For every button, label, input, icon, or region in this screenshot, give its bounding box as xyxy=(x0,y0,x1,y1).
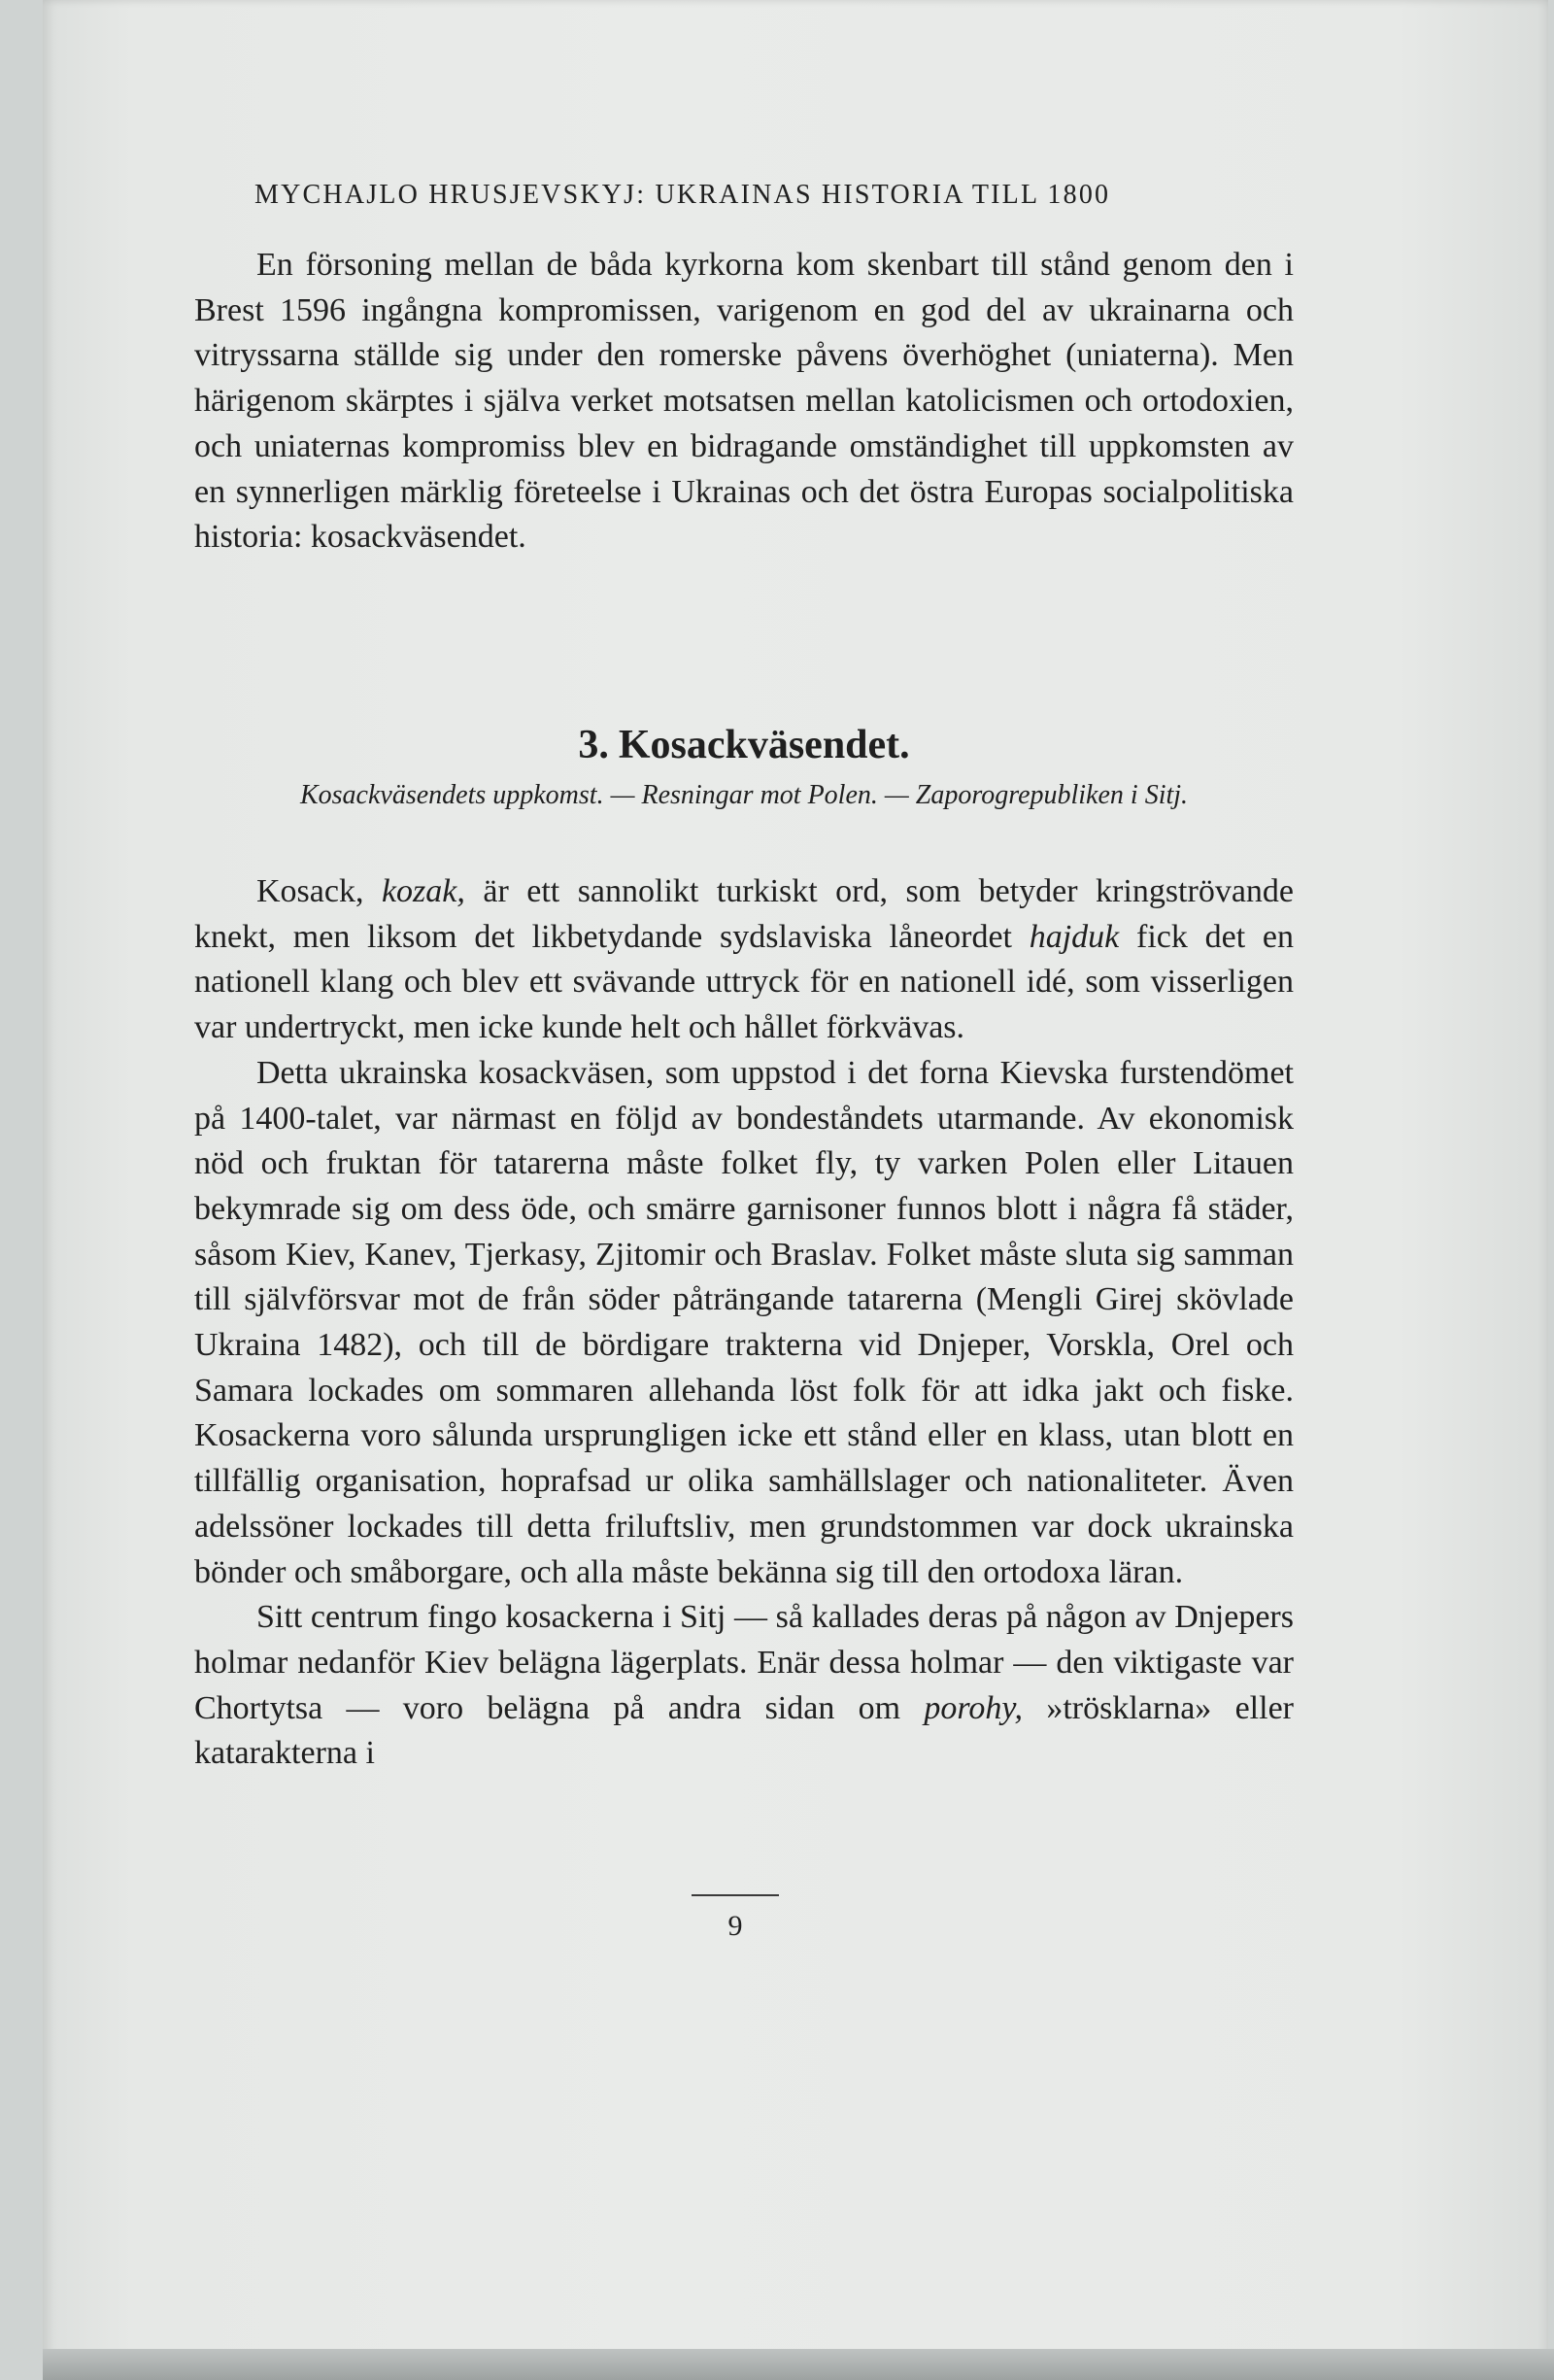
paragraph-1-text-c: fick det en nationell klang och blev ett svävande uttryck för en nationell idé, som visserligen var undertryckt, men icke kunde helt och hållet förkvävas. xyxy=(194,918,1294,1046)
paragraph-3-text-a: Sitt centrum fingo kosackerna i Sitj — så kallades deras på någon av Dnjepers holmar nedanför Kiev belägna lägerplats. Enär dessa holmar — den viktigaste var Chortytsa — voro belägna på andra sidan om xyxy=(194,1599,1294,1726)
paragraph-3-text-b: »trösklarna» eller katarakterna i xyxy=(194,1689,1294,1772)
section-summary: Kosackväsendets uppkomst. — Resningar mot Polen. — Zaporogrepubliken i Sitj. xyxy=(299,780,1189,810)
term-porohy: porohy, xyxy=(924,1689,1024,1726)
page-number: 9 xyxy=(727,1910,743,1942)
paragraph-1-text-b: är ett sannolikt turkiskt ord, som betyder kringströvande knekt, men liksom det likbetydande sydslaviska låneordet xyxy=(194,873,1295,955)
section-title: Kosackväsendet. xyxy=(618,723,910,767)
page-bottom-edge xyxy=(43,2349,1554,2380)
intro-paragraph: En försoning mellan de båda kyrkorna kom skenbart till stånd genom den i Brest 1596 ingångna kompromissen, varigenom en god del av ukrainarna och vitryssarna ställde sig under den romerske påvens överhöghet (uniaterna). Men härigenom skärptes i själva verket motsatsen mellan katolicismen och ortodoxien, och uniaternas kompromiss blev en bidragande omständighet till uppkomsten av en synnerligen märklig företeelse i Ukrainas och det östra Europas socialpolitiska historia: kosackväsendet. xyxy=(194,247,1294,556)
term-kozak: kozak, xyxy=(381,873,465,909)
term-hajduk: hajduk xyxy=(1029,918,1120,955)
section-number: 3. xyxy=(578,723,609,767)
section-paragraph-3 xyxy=(194,1595,1294,1777)
section-text-block xyxy=(194,869,1294,1777)
paragraph-1-text-a: Kosack, xyxy=(256,873,382,909)
section-paragraph-1 xyxy=(194,869,1294,1051)
section-heading xyxy=(194,722,1294,768)
running-head: MYCHAJLO HRUSJEVSKYJ: UKRAINAS HISTORIA TILL 1800 xyxy=(254,180,1111,210)
section-paragraph-2: Detta ukrainska kosackväsen, som uppstod i det forna Kievska furstendömet på 1400-talet, var närmast en följd av bondeståndets utarmande. Av ekonomisk nöd och fruktan för tatarerna måste folket fly, ty varken Polen eller Litauen bekymrade sig om dess öde, och smärre garnisoner funnos blott i några få städer, såsom Kiev, Kanev, Tjerkasy, Zjitomir och Braslav. Folket måste sluta sig samman till självförsvar mot de från söder påträngande tatarerna (Mengli Girej skövlade Ukraina 1482), och till de bördigare trakterna vid Dnjeper, Vorskla, Orel och Samara lockades om sommaren allehanda löst folk för att idka jakt och fiske. Kosackerna voro sålunda ursprungligen icke ett stånd eller en klass, utan blott en tillfällig organisation, hoprafsad ur olika samhällslager och nationaliteter. Även adelssöner lockades till detta friluftsliv, men grundstommen var dock ukrainska bönder och småborgare, och alla måste bekänna sig till den ortodoxa läran. xyxy=(194,1054,1294,1590)
page-number-rule xyxy=(692,1894,779,1896)
intro-text-block xyxy=(194,243,1294,561)
